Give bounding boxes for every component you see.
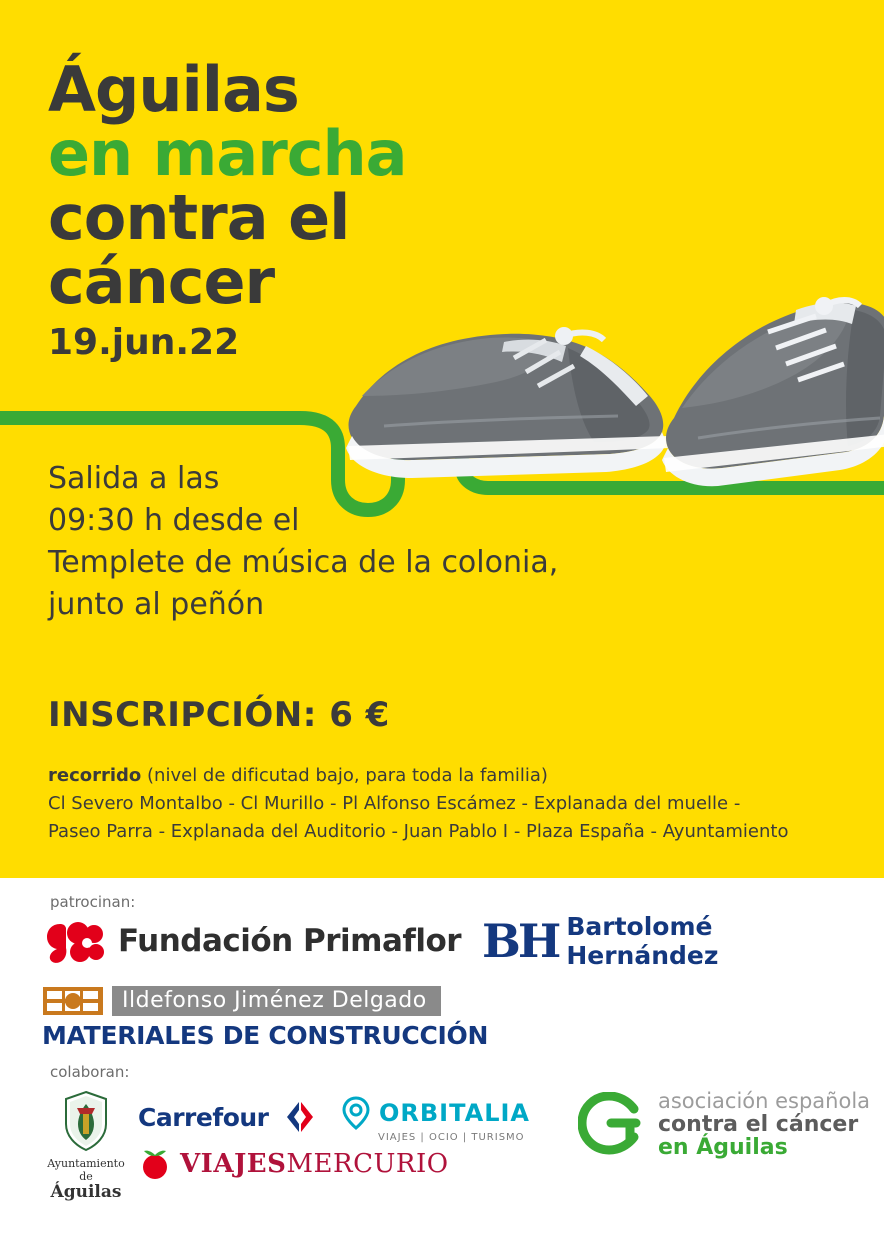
headline-line-1: Águilas	[48, 53, 299, 126]
aecc-line-1: asociación española	[658, 1089, 871, 1113]
carrefour-arrows-icon	[277, 1100, 323, 1134]
route-label: recorrido	[48, 765, 142, 786]
location-pin-icon	[340, 1096, 372, 1130]
details-line-2: 09:30 h desde el	[48, 503, 300, 538]
orbitalia-name: ORBITALIA	[379, 1099, 530, 1127]
mercurio-name-rest: MERCURIO	[286, 1149, 449, 1179]
details-line-3: Templete de música de la colonia,	[48, 545, 559, 580]
collaborator-logo-ayuntamiento	[44, 1090, 128, 1202]
sponsor-logo-primaflor	[44, 916, 461, 966]
event-details	[48, 458, 688, 626]
collaborator-logo-viajes-mercurio	[138, 1148, 449, 1180]
collaborator-logo-carrefour	[138, 1100, 323, 1134]
tomato-icon	[138, 1148, 172, 1180]
headline-line-4: cáncer	[48, 245, 275, 318]
poster-footer-section	[0, 878, 884, 1233]
sponsor-logo-bartolome-hernandez	[482, 912, 718, 970]
registration-price: INSCRIPCIÓN: 6 €	[48, 695, 390, 735]
bh-name-line-1: Bartolomé	[566, 912, 713, 941]
collaborator-logo-orbitalia	[340, 1096, 530, 1143]
headline-line-2: en marcha	[48, 117, 407, 190]
headline-line-3: contra el	[48, 181, 350, 254]
route-heading	[48, 762, 848, 790]
ayuntamiento-line-1: Ayuntamiento	[47, 1157, 125, 1170]
primaflor-flower-icon	[44, 916, 106, 966]
sponsor-logo-ildefonso-jimenez-delgado	[42, 984, 488, 1050]
bh-monogram-icon: BH	[482, 914, 559, 968]
ildefonso-name: Ildefonso Jiménez Delgado	[112, 986, 441, 1016]
route-block	[48, 762, 848, 846]
bh-name-line-2: Hernández	[566, 941, 719, 970]
route-line-1: Cl Severo Montalbo - Cl Murillo - Pl Alfonso Escámez - Explanada del muelle -	[48, 793, 741, 814]
event-date: 19.jun.22	[48, 322, 240, 363]
orbitalia-subtitle: VIAJES | OCIO | TURISMO	[378, 1132, 525, 1143]
ildefonso-subtitle: MATERIALES DE CONSTRUCCIÓN	[42, 1021, 489, 1050]
sponsors-label: patrocinan:	[50, 893, 136, 911]
route-line-2: Paseo Parra - Explanada del Auditorio - Juan Pablo I - Plaza España - Ayuntamiento	[48, 821, 789, 842]
details-line-4: junto al peñón	[48, 587, 265, 622]
mercurio-name-bold: VIAJES	[180, 1149, 287, 1179]
route-note: (nivel de dificutad bajo, para toda la familia)	[147, 765, 548, 786]
coat-of-arms-icon	[59, 1090, 113, 1152]
aecc-line-2: contra el cáncer	[658, 1111, 859, 1137]
details-line-1: Salida a las	[48, 461, 220, 496]
ayuntamiento-line-3: Águilas	[50, 1182, 122, 1202]
organization-logo-aecc	[578, 1090, 870, 1160]
collaborators-label: colaboran:	[50, 1063, 130, 1081]
aecc-c-logo-icon	[578, 1092, 644, 1158]
primaflor-name: Fundación Primaflor	[118, 923, 462, 959]
carrefour-name: Carrefour	[138, 1102, 269, 1132]
ayuntamiento-line-2: de	[79, 1170, 93, 1183]
aecc-line-3: en Águilas	[658, 1135, 788, 1161]
poster-headline	[48, 53, 568, 366]
brick-block-icon	[42, 984, 104, 1018]
